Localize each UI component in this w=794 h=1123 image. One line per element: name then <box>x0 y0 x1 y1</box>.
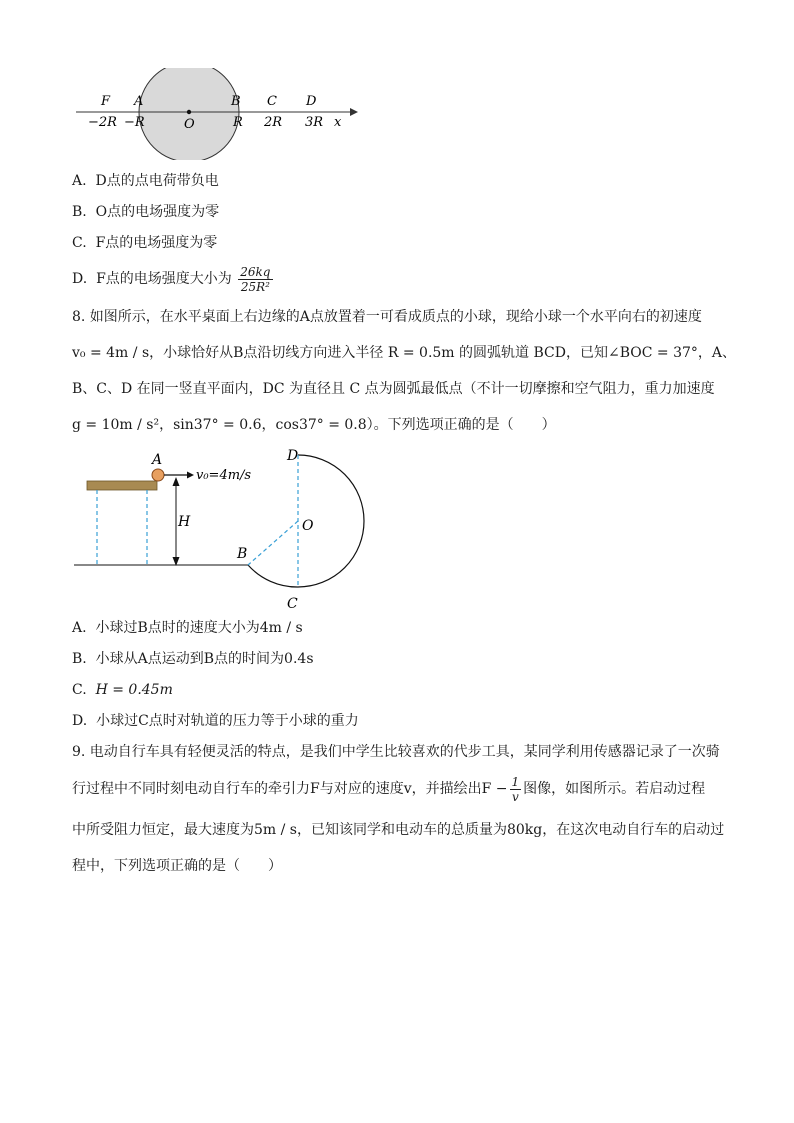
label-F: F <box>101 94 111 109</box>
height-arrow-top <box>173 477 180 486</box>
q8-option-c[interactable]: C. H = 0.45m <box>72 682 173 698</box>
charge-axis-figure <box>72 68 362 160</box>
label-B-point: B <box>237 546 248 562</box>
q9-stem-line-3: 中所受阻力恒定，最大速度为5m / s，已知该同学和电动车的总质量为80kg，在这次电动自行车的启动过 <box>72 822 725 838</box>
ball <box>152 469 164 481</box>
center-dot <box>187 110 191 114</box>
q8-option-a[interactable]: A. 小球过B点时的速度大小为4m / s <box>72 620 303 636</box>
fraction-1-over-v: $\frac{1}{v}$ <box>511 774 520 804</box>
label-H: H <box>178 514 191 530</box>
q8-stem-line-3: B、C、D 在同一竖直平面内，DC 为直径且 C 点为圆弧最低点（不计一切摩擦和空气阻力，重力加速度 <box>72 381 715 397</box>
label-O: O <box>184 117 195 132</box>
q8-stem-line-1: 8. 如图所示，在水平桌面上右边缘的A点放置着一可看成质点的小球，现给小球一个水平向右的初速度 <box>72 309 702 325</box>
q8-stem-line-4: g = 10m / s²，sin37° = 0.6，cos37° = 0.8）。下列选项正确的是（ ） <box>72 417 556 433</box>
q7-option-b[interactable]: B. O点的电场强度为零 <box>72 204 220 220</box>
label-C: C <box>267 94 277 109</box>
projectile-track-figure <box>72 446 372 616</box>
q9-stem-line-1: 9. 电动自行车具有轻便灵活的特点，是我们中学生比较喜欢的代步工具，某同学利用传感器记录了一次骑 <box>72 744 720 760</box>
tick-R: R <box>233 115 243 130</box>
q9-stem-line-2: 行过程中不同时刻电动自行车的牵引力F与对应的速度v，并描绘出F − $\frac{1}{v}$ 图像，如图所示。若启动过程 <box>72 774 706 804</box>
q7-option-c[interactable]: C. F点的电场强度为零 <box>72 235 218 251</box>
label-x: x <box>334 115 342 130</box>
label-D-point: D <box>287 448 299 464</box>
label-C-point: C <box>287 596 298 612</box>
q8-option-d[interactable]: D. 小球过C点时对轨道的压力等于小球的重力 <box>72 713 359 729</box>
q8-option-b[interactable]: B. 小球从A点运动到B点的时间为0.4s <box>72 651 314 667</box>
q8-stem-line-2: v₀ = 4m / s，小球恰好从B点沿切线方向进入半径 R = 0.5m 的圆弧轨道 BCD，已知∠BOC = 37°，A、 <box>72 345 736 361</box>
label-B: B <box>231 94 241 109</box>
table-top <box>87 481 157 490</box>
q9-stem-line-4: 程中，下列选项正确的是（ ） <box>72 858 282 874</box>
x-axis-arrow <box>350 108 358 116</box>
label-D: D <box>306 94 317 109</box>
q7-option-a[interactable]: A. D点的点电荷带负电 <box>72 173 219 189</box>
tick-neg-R: −R <box>124 115 145 130</box>
velocity-arrowhead <box>187 472 194 479</box>
label-O-point: O <box>302 518 314 534</box>
tick-3R: 3R <box>305 115 324 130</box>
fraction: $\frac{26kq}{\text{25R²}}$ <box>240 264 271 294</box>
velocity-label: v₀=4m/s <box>196 468 252 483</box>
radius-OB <box>248 521 298 565</box>
label-A: A <box>134 94 144 109</box>
q7-option-d[interactable]: D. F点的电场强度大小为 $\frac{26kq}{\text{25R²}}$ <box>72 264 271 294</box>
tick-neg-2R: −2R <box>88 115 117 130</box>
label-A-point: A <box>152 452 163 468</box>
tick-2R: 2R <box>264 115 283 130</box>
